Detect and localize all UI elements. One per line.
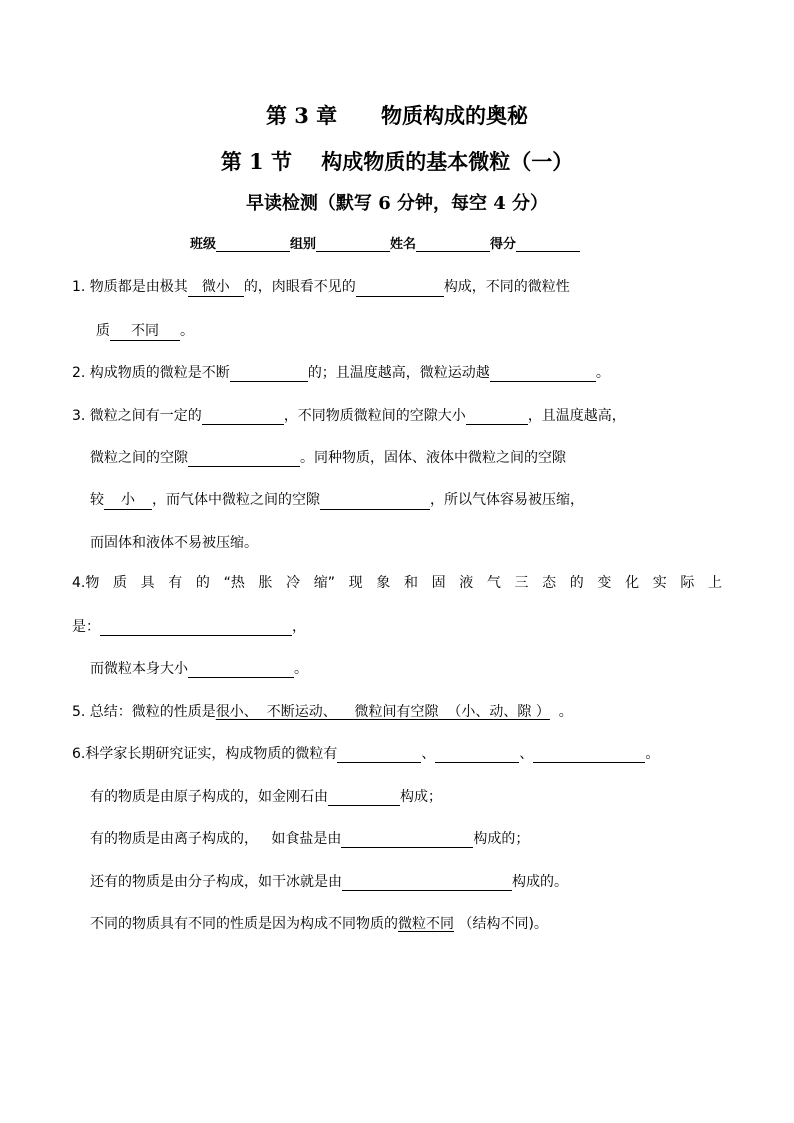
q3-answer1: 小	[104, 492, 152, 510]
q6-blank3[interactable]	[533, 747, 645, 763]
q4-line3: 而微粒本身大小 。	[90, 661, 308, 677]
q1-answer2: 不同	[110, 323, 180, 341]
section-title: 第 1 节 构成物质的基本微粒（一）	[220, 149, 574, 174]
group-blank[interactable]	[316, 237, 390, 252]
class-label: 班级	[190, 237, 217, 252]
q3-blank4[interactable]	[320, 494, 430, 510]
name-blank[interactable]	[416, 237, 490, 252]
q6-line1: 6.科学家长期研究证实，构成物质的微粒有 、 、 。	[72, 746, 660, 762]
q6-blank4[interactable]	[328, 790, 400, 806]
q4-blank1[interactable]	[100, 620, 292, 636]
q6-blank6[interactable]	[342, 875, 512, 891]
q6-line4: 还有的物质是由分子构成，如干冰就是由 构成的。	[90, 874, 568, 890]
q3-blank2[interactable]	[466, 409, 528, 425]
q6-line2: 有的物质是由原子构成的，如金刚石由 构成；	[90, 789, 442, 805]
group-label: 组别	[290, 237, 317, 252]
q2-blank2[interactable]	[490, 366, 596, 382]
q1-answer1: 微小	[188, 279, 244, 297]
q4-line2: 是： ，	[72, 619, 306, 635]
q2-line1: 2. 构成物质的微粒是不断 的；且温度越高，微粒运动越 。	[72, 365, 610, 381]
score-blank[interactable]	[516, 237, 580, 252]
q1-line1: 1. 物质都是由极其 微小 的，肉眼看不见的 构成，不同的微粒性	[72, 279, 570, 295]
q6-answer1: 微粒不同	[398, 916, 454, 932]
chapter-title: 第 3 章 物质构成的奥秘	[265, 103, 529, 128]
q1-line2: 质 不同 。	[96, 323, 194, 339]
q3-blank1[interactable]	[202, 409, 284, 425]
quiz-title: 早读检测（默写 6 分钟，每空 4 分）	[245, 193, 549, 214]
q1-blank1[interactable]	[356, 281, 444, 297]
student-info-row	[190, 233, 580, 252]
q5-answer1: 很小、 不断运动、 微粒间有空隙 （小、动、隙 ）	[215, 704, 550, 720]
q4-line1: 4.物 质 具 有 的 “热 胀 冷 缩” 现 象 和 固 液 气 三 态 的 变 化 实 际 上	[72, 575, 722, 591]
q6-blank5[interactable]	[341, 832, 473, 848]
q2-blank1[interactable]	[230, 366, 308, 382]
q3-line2: 微粒之间的空隙 。同种物质，固体、液体中微粒之间的空隙	[90, 450, 566, 466]
q6-line5: 不同的物质具有不同的性质是因为构成不同物质的微粒不同 （结构不同)。	[90, 916, 548, 932]
q3-line3: 较 小 ，而气体中微粒之间的空隙 ，所以气体容易被压缩，	[90, 492, 584, 508]
q6-blank2[interactable]	[435, 747, 519, 763]
q6-line3: 有的物质是由离子构成的， 如食盐是由 构成的；	[90, 831, 530, 847]
class-blank[interactable]	[216, 237, 290, 252]
q5-line1: 5. 总结：微粒的性质是很小、 不断运动、 微粒间有空隙 （小、动、隙 ） 。	[72, 704, 573, 720]
q3-line4: 而固体和液体不易被压缩。	[90, 535, 258, 551]
q6-blank1[interactable]	[337, 747, 421, 763]
q3-line1: 3. 微粒之间有一定的 ，不同物质微粒间的空隙大小 ，且温度越高，	[72, 408, 626, 424]
q3-blank3[interactable]	[188, 451, 300, 467]
name-label: 姓名	[390, 237, 417, 252]
q4-blank2[interactable]	[188, 662, 294, 678]
score-label: 得分	[490, 237, 517, 252]
